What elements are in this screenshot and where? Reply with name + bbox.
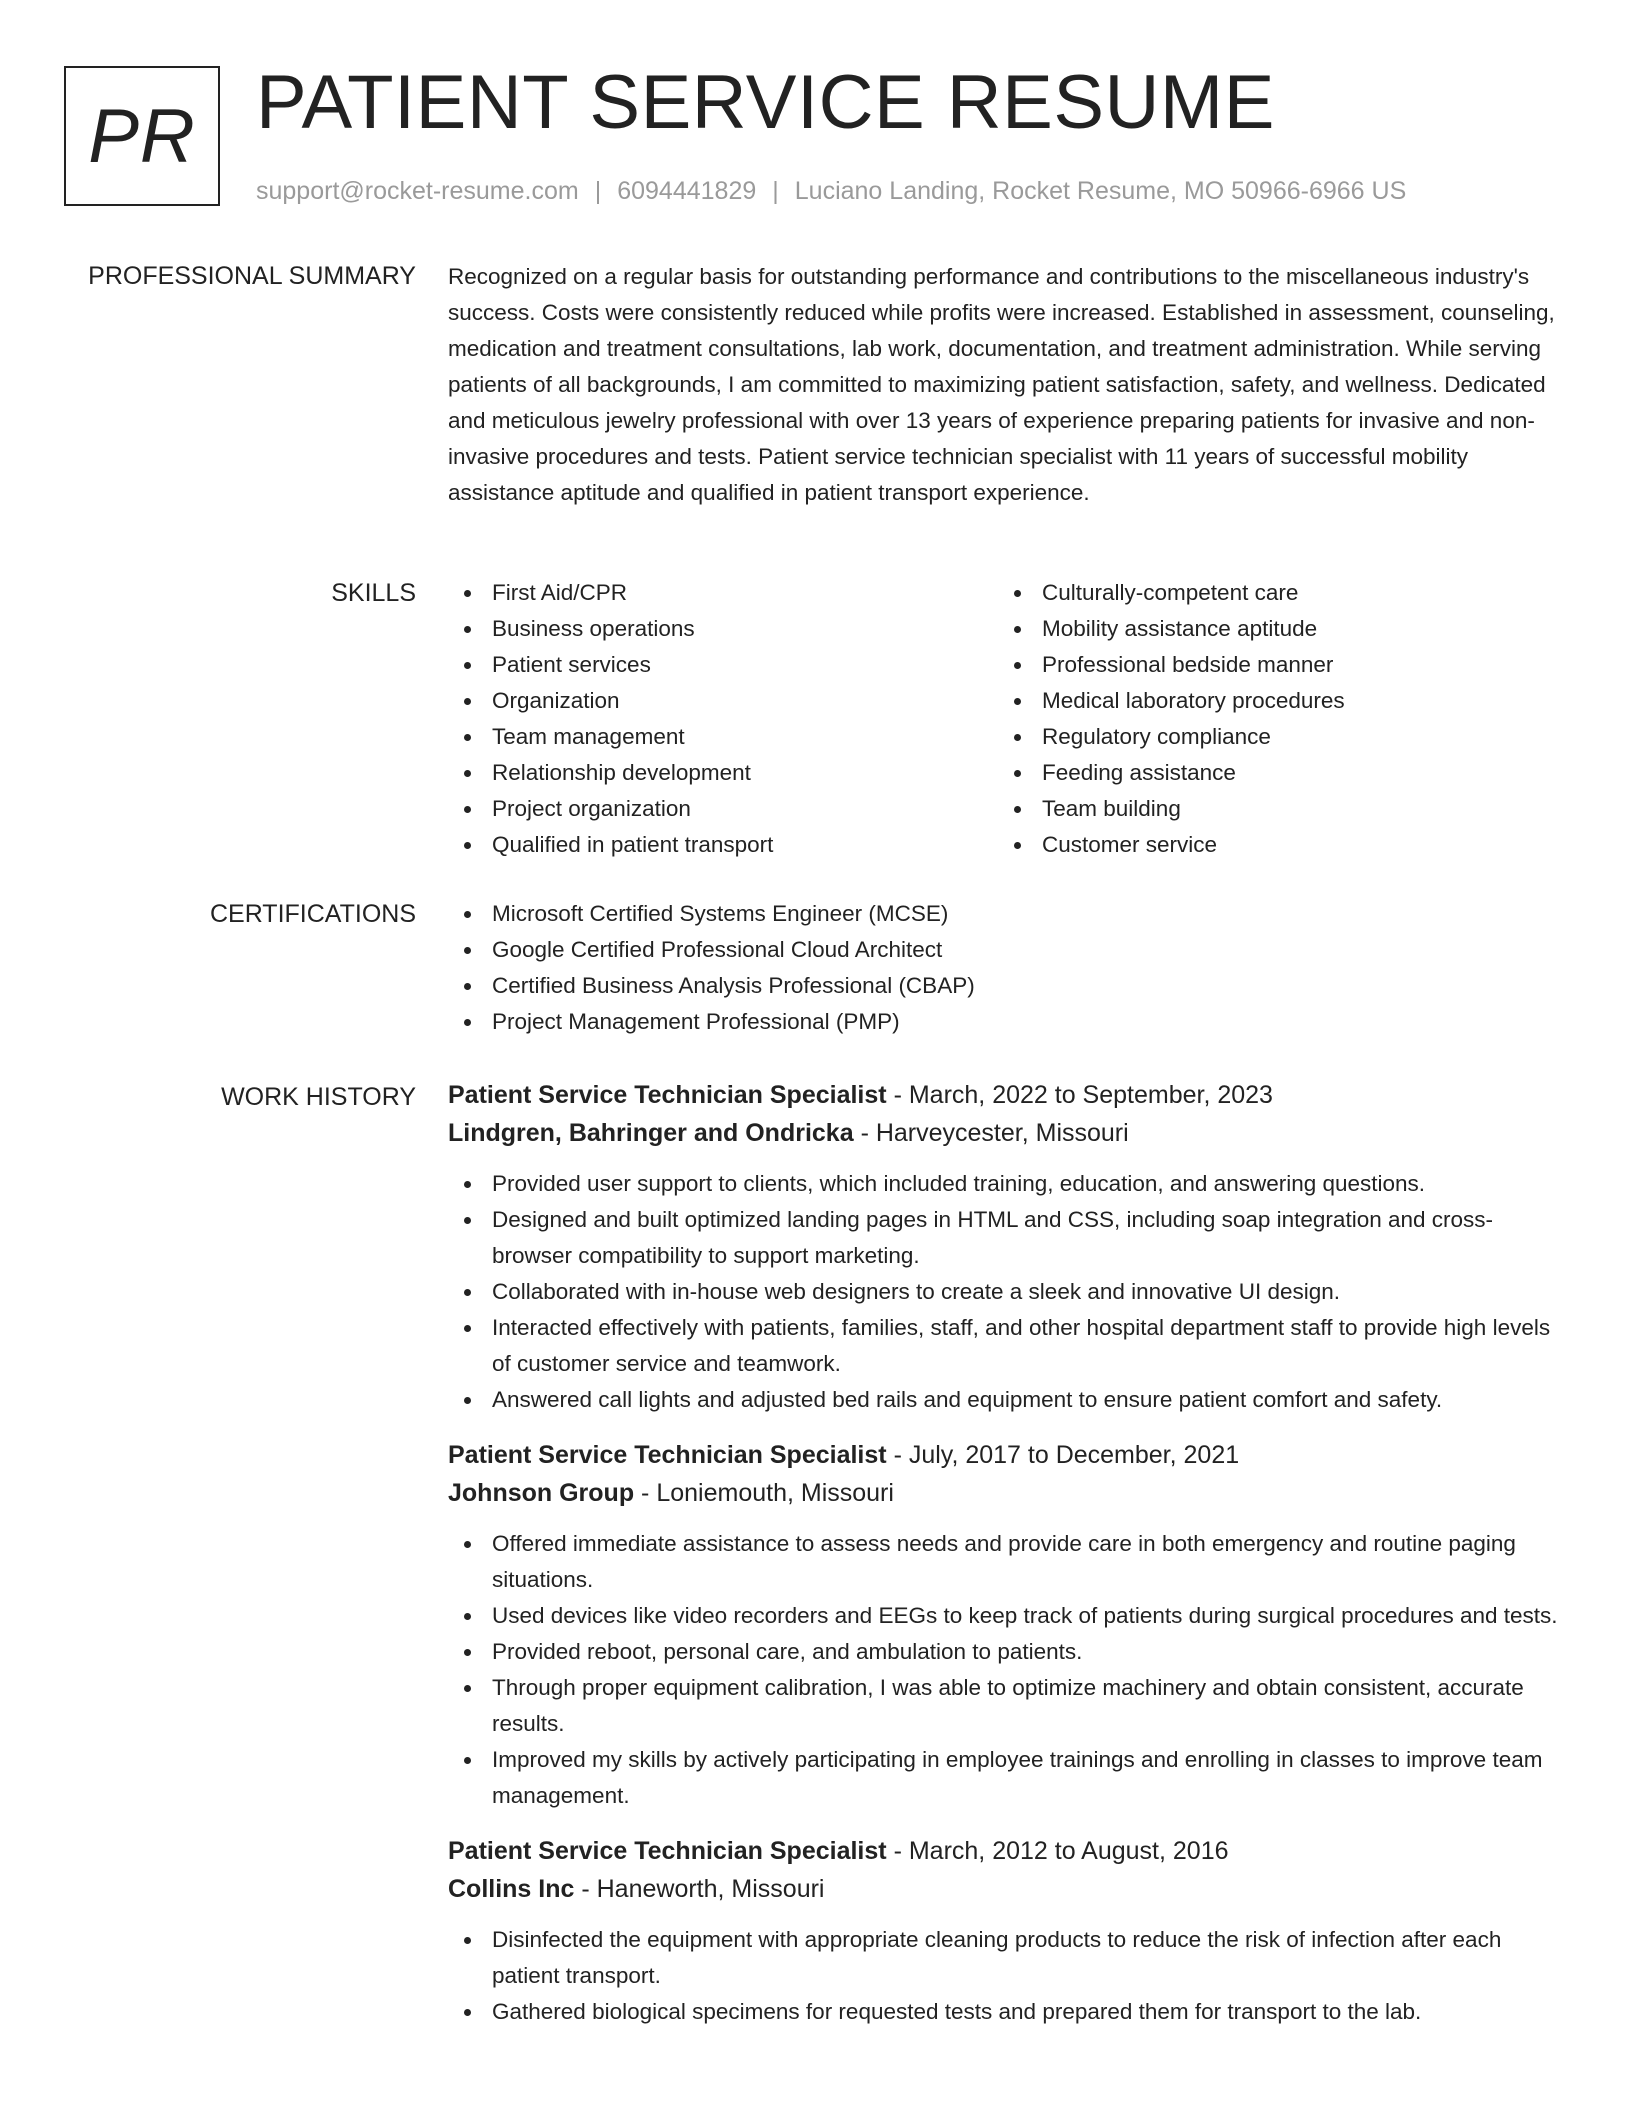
- job-company-line: [448, 1114, 1568, 1152]
- job-bullet: Used devices like video recorders and EEGs to keep track of patients during surgical procedures and tests.: [448, 1598, 1568, 1634]
- job-company: Collins Inc: [448, 1875, 575, 1903]
- job-title: Patient Service Technician Specialist: [448, 1081, 887, 1109]
- job-title-line: [448, 1436, 1568, 1474]
- skill-item: Regulatory compliance: [998, 719, 1548, 755]
- job-bullet: Disinfected the equipment with appropriate cleaning products to reduce the risk of infection after each patient transport.: [448, 1922, 1568, 1994]
- skill-item: Relationship development: [448, 755, 998, 791]
- contact-phone: 6094441829: [617, 177, 757, 205]
- certifications-list: [448, 896, 1568, 1040]
- job-title: Patient Service Technician Specialist: [448, 1837, 887, 1865]
- job-dates: - March, 2022 to September, 2023: [886, 1081, 1273, 1109]
- skill-item: Team management: [448, 719, 998, 755]
- job-company-line: [448, 1870, 1568, 1908]
- job-title-line: [448, 1076, 1568, 1114]
- monogram-box: [64, 66, 220, 206]
- job-bullet: Provided reboot, personal care, and ambulation to patients.: [448, 1634, 1568, 1670]
- job-location: - Harveycester, Missouri: [853, 1119, 1129, 1147]
- work-history-heading: WORK HISTORY: [221, 1083, 416, 1111]
- skill-item: Medical laboratory procedures: [998, 683, 1548, 719]
- job-bullet: Improved my skills by actively participating in employee trainings and enrolling in classes to improve team management.: [448, 1742, 1568, 1814]
- skill-item: Culturally-competent care: [998, 575, 1548, 611]
- contact-address: Luciano Landing, Rocket Resume, MO 50966-6966 US: [794, 177, 1407, 205]
- job-entry: [448, 1832, 1568, 2030]
- contact-line: [256, 174, 1406, 208]
- job-bullet: Through proper equipment calibration, I was able to optimize machinery and obtain consistent, accurate results.: [448, 1670, 1568, 1742]
- certification-item: Microsoft Certified Systems Engineer (MCSE): [448, 896, 1568, 932]
- job-dates: - July, 2017 to December, 2021: [886, 1441, 1240, 1469]
- skill-item: Patient services: [448, 647, 998, 683]
- job-bullet: Offered immediate assistance to assess needs and provide care in both emergency and routine paging situations.: [448, 1526, 1568, 1598]
- skill-item: Customer service: [998, 827, 1548, 863]
- job-bullet: Collaborated with in-house web designers to create a sleek and innovative UI design.: [448, 1274, 1568, 1310]
- skill-item: Qualified in patient transport: [448, 827, 998, 863]
- resume-title: PATIENT SERVICE RESUME: [256, 60, 1275, 145]
- job-location: - Loniemouth, Missouri: [634, 1479, 894, 1507]
- skill-item: First Aid/CPR: [448, 575, 998, 611]
- job-entry: [448, 1436, 1568, 1814]
- job-location: - Haneworth, Missouri: [574, 1875, 825, 1903]
- skills-list-left: [448, 575, 998, 863]
- skill-item: Professional bedside manner: [998, 647, 1548, 683]
- skills-list-right: [998, 575, 1548, 863]
- job-title-line: [448, 1832, 1568, 1870]
- job-bullets: [448, 1526, 1568, 1814]
- skill-item: Organization: [448, 683, 998, 719]
- skill-item: Feeding assistance: [998, 755, 1548, 791]
- job-company: Johnson Group: [448, 1479, 635, 1507]
- job-company: Lindgren, Bahringer and Ondricka: [448, 1119, 854, 1147]
- certification-item: Certified Business Analysis Professional (CBAP): [448, 968, 1568, 1004]
- contact-separator: |: [772, 177, 779, 205]
- job-title: Patient Service Technician Specialist: [448, 1441, 887, 1469]
- job-entry: [448, 1076, 1568, 1418]
- job-bullet: Answered call lights and adjusted bed rails and equipment to ensure patient comfort and safety.: [448, 1382, 1568, 1418]
- certification-item: Project Management Professional (PMP): [448, 1004, 1568, 1040]
- job-bullets: [448, 1166, 1568, 1418]
- contact-separator: |: [594, 177, 602, 205]
- job-dates: - March, 2012 to August, 2016: [886, 1837, 1229, 1865]
- skill-item: Project organization: [448, 791, 998, 827]
- certification-item: Google Certified Professional Cloud Architect: [448, 932, 1568, 968]
- skill-item: Mobility assistance aptitude: [998, 611, 1548, 647]
- job-bullet: Provided user support to clients, which included training, education, and answering questions.: [448, 1166, 1568, 1202]
- certifications-heading: CERTIFICATIONS: [209, 900, 416, 928]
- summary-text: Recognized on a regular basis for outstanding performance and contributions to the miscellaneous industry's success. Costs were consistently reduced while profits were increased. Established in assessment, counseling, medication and treatment consultations, lab work, documentation, and treatment administration. While serving patients of all backgrounds, I am committed to maximizing patient satisfaction, safety, and wellness. Dedicated and meticulous jewelry professional with over 13 years of experience preparing patients for invasive and non-invasive procedures and tests. Patient service technician specialist with 11 years of successful mobility assistance aptitude and qualified in patient transport experience.: [448, 264, 1555, 505]
- job-bullet: Gathered biological specimens for requested tests and prepared them for transport to the lab.: [448, 1994, 1568, 2030]
- skill-item: Team building: [998, 791, 1548, 827]
- skills-heading: SKILLS: [331, 579, 416, 607]
- monogram-initials: PR: [88, 93, 196, 179]
- job-bullet: Interacted effectively with patients, families, staff, and other hospital department staff to provide high levels of customer service and teamwork.: [448, 1310, 1568, 1382]
- job-bullets: [448, 1922, 1568, 2030]
- job-company-line: [448, 1474, 1568, 1512]
- skill-item: Business operations: [448, 611, 998, 647]
- summary-heading: PROFESSIONAL SUMMARY: [88, 262, 416, 290]
- contact-email: support@rocket-resume.com: [256, 177, 579, 205]
- job-bullet: Designed and built optimized landing pages in HTML and CSS, including soap integration and cross-browser compatibility to support marketing.: [448, 1202, 1568, 1274]
